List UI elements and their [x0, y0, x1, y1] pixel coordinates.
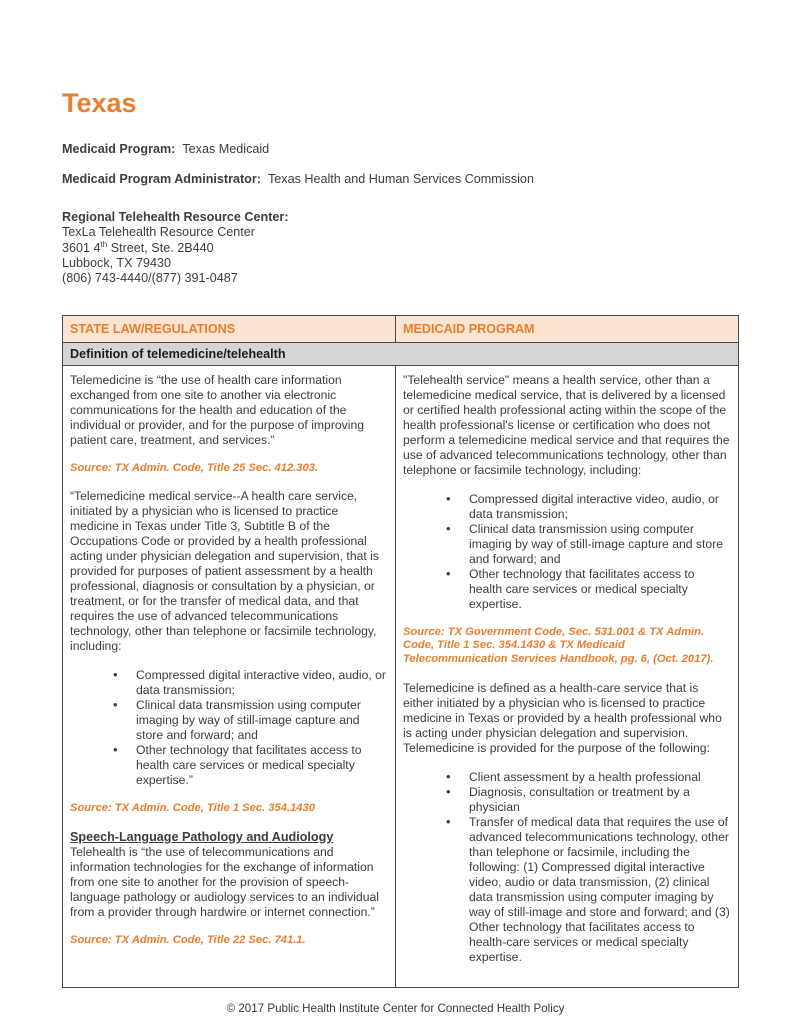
table-header-row — [63, 315, 739, 342]
administrator-value: Texas Health and Human Services Commission — [267, 172, 534, 187]
bullet-list — [403, 492, 731, 612]
section-header-row — [63, 342, 739, 365]
paragraph-telehealth-service: "Telehealth service" means a health service, other than a telemedicine medical service, that is delivered by a licensed or certified health professional acting within the scope of the health professional's license or certification who does not perform a telemedicine medical service and that requires the use of advanced telecommunications technology, other than telephone or facsimile technology, including: — [403, 372, 730, 477]
street-suite: Street, Ste. 2B440 — [107, 240, 214, 255]
bullet-item: • Diagnosis, consultation or treatment by a physician — [469, 785, 731, 815]
copyright-footer: © 2017 Public Health Institute Center for Connected Health Policy — [226, 1001, 565, 1015]
medicaid-program-label: Medicaid Program: — [62, 142, 176, 157]
bullet-item: • Transfer of medical data that requires the use of advanced telecommunications technology, other than telephone or facsimile, including the following: (1) Compressed digital interactive video, audio or data transmission, (2) clinical data transmission using computer imaging by way of still-image and store and forward; and (3) Other technology that facilitates access to health-care services or medical specialty expertise. — [469, 815, 731, 965]
bullet-item: • Compressed digital interactive video, audio, or data transmission; — [469, 492, 731, 522]
paragraph-telemedicine-medical-service: “Telemedicine medical service--A health care service, initiated by a physician who is licensed to practice medicine in Texas under Title 3, Subtitle B of the Occupations Code or provided by a health professional acting under physician delegation and supervision, that is provided for purposes of patient assessment by a health professional, diagnosis or consultation by a physician, or treatment, or for the transfer of medical data, and that requires the use of advanced telecommunications technology, other than telephone or facsimile technology, including: — [70, 489, 379, 654]
medicaid-program-cell — [396, 365, 739, 987]
law-regulations-table — [62, 315, 739, 988]
bullet-list — [70, 668, 388, 788]
resource-center-street — [62, 241, 738, 256]
paragraph-telehealth-definition: Telehealth is “the use of telecommunications and information technologies for the exchange of information from one site to another for the provision of speech-language pathology or audiology services to an individual from a provider through hardwire or internet connection.” — [70, 845, 379, 920]
state-law-cell — [63, 365, 396, 987]
resource-center-phone: (806) 743-4440/(877) 391-0487 — [62, 271, 238, 286]
bullet-item: • Client assessment by a health professional — [469, 770, 731, 785]
bullet-item: • Compressed digital interactive video, audio, or data transmission; — [136, 668, 388, 698]
source-citation: Source: TX Government Code, Sec. 531.001 & TX Admin. Code, Title 1 Sec. 354.1430 & TX Medicaid Telecommunication Services Handbook, pg. 6, (Oct. 2017). — [403, 625, 714, 666]
resource-center-label: Regional Telehealth Resource Center: — [62, 209, 289, 224]
street-number: 3601 4 — [62, 240, 101, 255]
paragraph-telemedicine-defined: Telemedicine is defined as a health-care service that is either initiated by a physician who is licensed to practice medicine in Texas or provided by a health professional who is acting under physician delegation and supervision. Telemedicine is provided for the purpose of the following: — [403, 680, 722, 755]
bullet-item: • Clinical data transmission using computer imaging by way of still-image capture and store and forward; and — [469, 522, 731, 567]
source-citation: Source: TX Admin. Code, Title 25 Sec. 412.303. — [70, 461, 319, 474]
paragraph-telemedicine-definition: Telemedicine is “the use of health care information exchanged from one site to another via electronic communications for the health and education of the individual or provider, and for the purpose of improving patient care, treatment, and services.” — [70, 372, 365, 447]
column-header-state-law: STATE LAW/REGULATIONS — [63, 315, 396, 342]
source-citation: Source: TX Admin. Code, Title 22 Sec. 741.1. — [70, 934, 306, 947]
resource-center-block — [62, 210, 738, 287]
street-ordinal-superscript: th — [100, 239, 108, 249]
page-title: Texas — [62, 88, 137, 118]
table-content-row — [63, 365, 739, 987]
source-citation: Source: TX Admin. Code, Title 1 Sec. 354.1430 — [70, 802, 315, 815]
resource-center-city: Lubbock, TX 79430 — [62, 256, 171, 271]
administrator-label: Medicaid Program Administrator: — [62, 172, 261, 187]
resource-center-name: TexLa Telehealth Resource Center — [62, 225, 255, 240]
medicaid-program-value: Texas Medicaid — [182, 142, 270, 157]
administrator-line — [62, 172, 738, 187]
subsection-heading-speech-language: Speech-Language Pathology and Audiology — [70, 830, 334, 845]
bullet-item: • Other technology that facilitates access to health care services or medical specialty expertise. — [469, 567, 731, 612]
section-header-definition: Definition of telemedicine/telehealth — [63, 342, 739, 365]
bullet-item: • Clinical data transmission using computer imaging by way of still-image capture and store and forward; and — [136, 698, 388, 743]
column-header-medicaid-program: MEDICAID PROGRAM — [396, 315, 739, 342]
bullet-item: • Other technology that facilitates access to health care services or medical specialty expertise.” — [136, 743, 388, 788]
bullet-list — [403, 770, 731, 965]
medicaid-program-line — [62, 142, 738, 157]
